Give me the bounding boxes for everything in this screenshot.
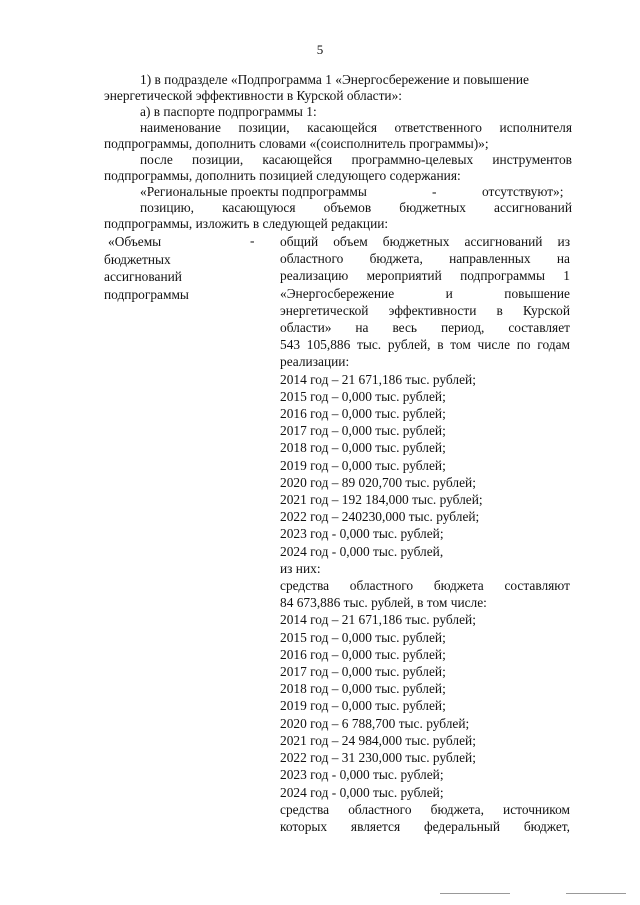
year-line: 2022 год – 240230,000 тыс. рублей;: [280, 509, 480, 525]
intro-line: 1) в подразделе «Подпрограмма 1 «Энергосбережение и повышение: [140, 72, 529, 87]
scan-artifact: [566, 893, 626, 894]
text-line: из них:: [280, 560, 321, 576]
year-line: 2016 год – 0,000 тыс. рублей;: [280, 646, 446, 662]
intro-line: а) в паспорте подпрограммы 1:: [140, 104, 317, 119]
table-left-label: [104, 233, 284, 303]
text-line: 84 673,886 тыс. рублей, в том числе:: [280, 595, 487, 611]
year-line: 2018 год – 0,000 тыс. рублей;: [280, 681, 446, 697]
text-line: средства областного бюджета, источником: [280, 801, 570, 817]
intro-line: после позиции, касающейся программно-целевых инструментов: [140, 152, 572, 167]
intro-line: подпрограммы, дополнить позицией следующего содержания:: [104, 168, 461, 183]
year-line: 2017 год – 0,000 тыс. рублей;: [280, 423, 446, 439]
year-line: 2023 год - 0,000 тыс. рублей;: [280, 526, 444, 542]
label-line: ассигнований: [104, 269, 182, 284]
intro-line: отсутствуют»;: [482, 184, 564, 199]
text-line: реализации:: [280, 354, 350, 370]
page-number: 5: [316, 42, 324, 57]
text-line: областного бюджета, направленных на: [280, 251, 570, 267]
table-dash: -: [250, 233, 255, 248]
year-line: 2014 год – 21 671,186 тыс. рублей;: [280, 371, 476, 387]
year-line: 2024 год - 0,000 тыс. рублей,: [280, 543, 444, 559]
year-line: 2018 год – 0,000 тыс. рублей;: [280, 440, 446, 456]
text-line: «Энергосбережение и повышение: [280, 285, 570, 301]
text-line: области» на весь период, составляет: [280, 320, 570, 336]
table-right-text: [280, 233, 570, 835]
year-line: 2020 год – 6 788,700 тыс. рублей;: [280, 715, 470, 731]
scan-artifact: [440, 893, 510, 894]
intro-line: энергетической эффективности в Курской области»:: [104, 88, 403, 103]
year-line: 2015 год – 0,000 тыс. рублей;: [280, 388, 446, 404]
year-line: 2021 год – 192 184,000 тыс. рублей;: [280, 492, 483, 508]
intro-line: позицию, касающуюся объемов бюджетных ассигнований: [140, 200, 572, 215]
text-line: 543 105,886 тыс. рублей, в том числе по годам: [280, 337, 570, 353]
text-line: средства областного бюджета составляют: [280, 578, 570, 594]
year-line: 2024 год - 0,000 тыс. рублей;: [280, 784, 444, 800]
text-line: реализацию мероприятий подпрограммы 1: [280, 268, 570, 284]
year-line: 2019 год – 0,000 тыс. рублей;: [280, 698, 446, 714]
label-line: бюджетных: [104, 251, 171, 267]
year-line: 2014 год – 21 671,186 тыс. рублей;: [280, 612, 476, 628]
year-line: 2019 год – 0,000 тыс. рублей;: [280, 457, 446, 473]
text-line: энергетической эффективности в Курской: [280, 302, 570, 318]
intro-line: «Региональные проекты подпрограммы: [140, 184, 367, 199]
intro-line: подпрограммы, изложить в следующей редакции:: [104, 216, 389, 231]
year-line: 2015 год – 0,000 тыс. рублей;: [280, 629, 446, 645]
label-line: подпрограммы: [104, 286, 189, 302]
text-line: общий объем бюджетных ассигнований из: [280, 234, 570, 249]
intro-dash: -: [432, 184, 437, 199]
year-line: 2016 год – 0,000 тыс. рублей;: [280, 406, 446, 422]
label-line: «Объемы: [108, 234, 162, 249]
year-line: 2023 год - 0,000 тыс. рублей;: [280, 767, 444, 783]
year-line: 2017 год – 0,000 тыс. рублей;: [280, 664, 446, 680]
year-line: 2020 год – 89 020,700 тыс. рублей;: [280, 474, 476, 490]
text-line: которых является федеральный бюджет,: [280, 818, 570, 834]
year-line: 2022 год – 31 230,000 тыс. рублей;: [280, 750, 476, 766]
intro-line: подпрограммы, дополнить словами «(соисполнитель программы)»;: [104, 136, 489, 151]
intro-line: наименование позиции, касающейся ответственного исполнителя: [140, 120, 572, 135]
year-line: 2021 год – 24 984,000 тыс. рублей;: [280, 732, 476, 748]
